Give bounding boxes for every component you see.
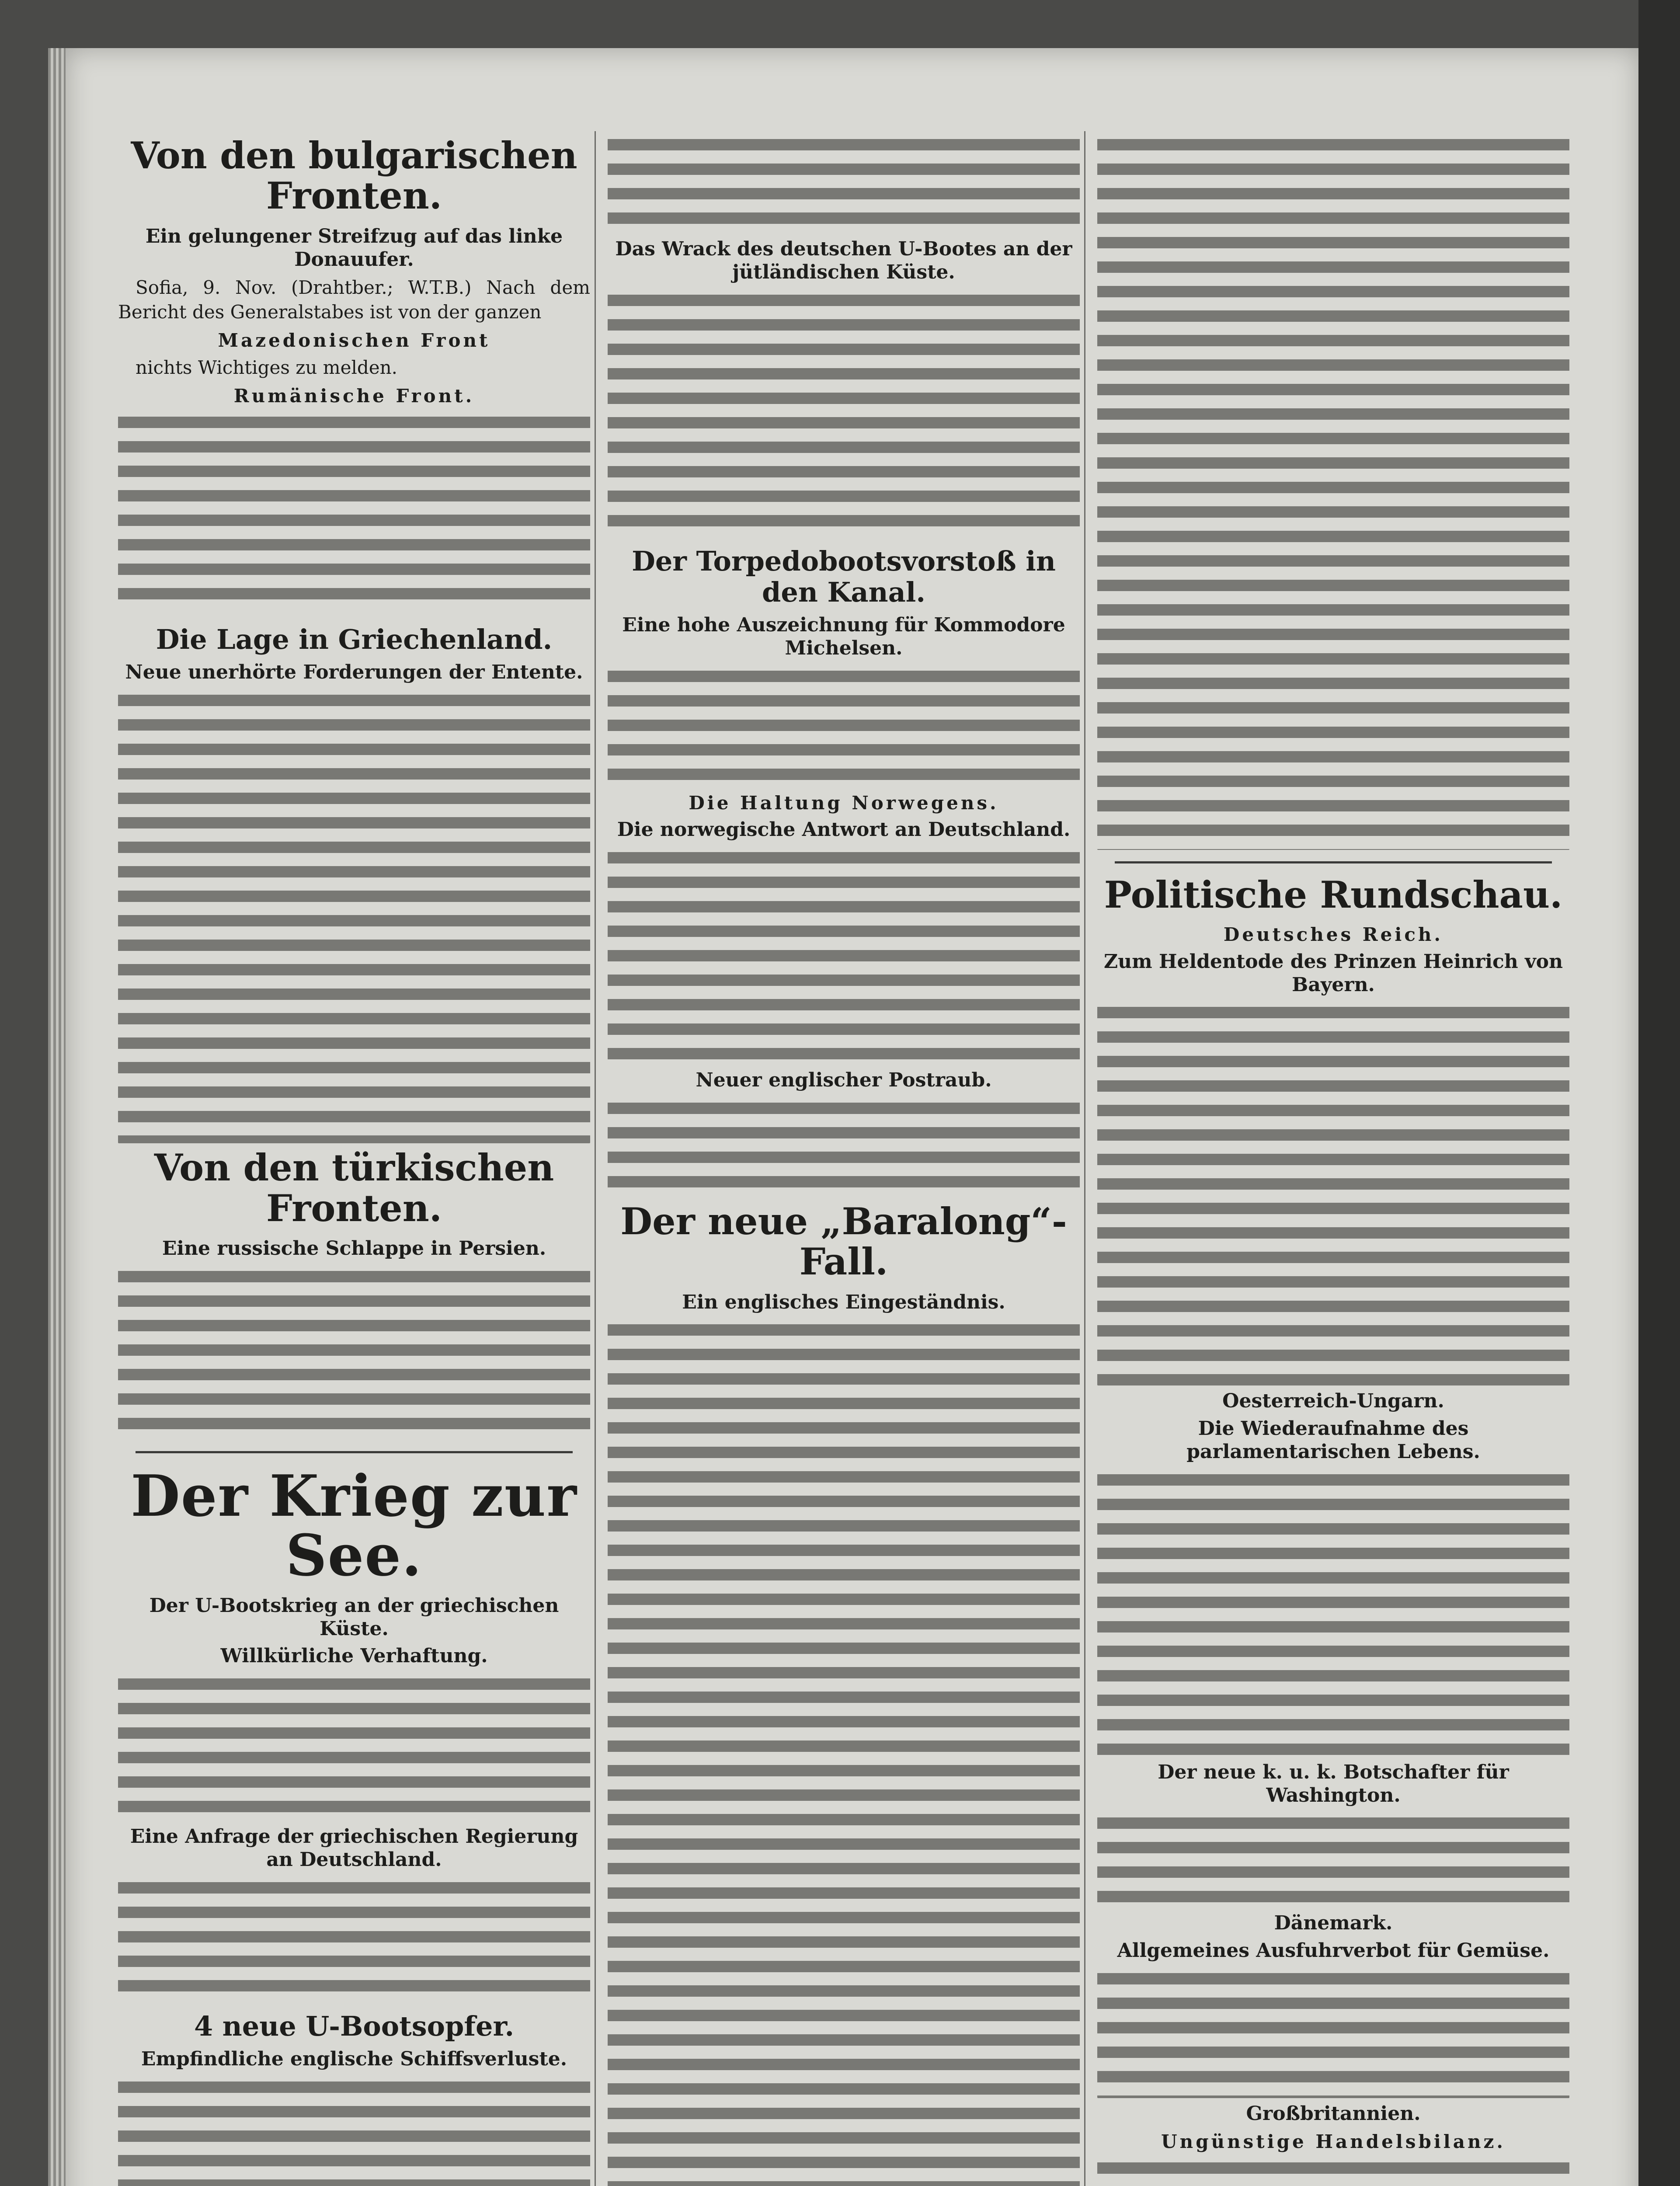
section-heading: Großbritannien. [1246,2102,1421,2125]
unreadable-text [608,289,1080,533]
section-heading: Rumänische Front. [233,385,475,407]
headline-torpedo-raid: Der Torpedobootsvorstoß in den Kanal. [632,545,1056,608]
subheadline: Ein gelungener Streifzug auf das linke Donauufer. [145,225,563,271]
unreadable-text [118,411,590,612]
subheadline: Zum Heldentode des Prinzen Heinrich von Bayern. [1103,950,1563,996]
headline-u-boat-victims: 4 neue U-Bootsopfer. [194,2010,515,2042]
column-2 [608,131,1080,2186]
subheadline: Die norwegische Antwort an Deutschland. [617,818,1071,841]
divider [1115,861,1552,863]
unreadable-text [118,689,590,1143]
book-binding [1638,0,1680,2186]
subheadline: Eine russische Schlappe in Persien. [162,1237,546,1260]
unreadable-text [608,846,1080,1065]
subheadline: Allgemeines Ausfuhrverbot für Gemüse. [1117,1939,1550,1962]
unreadable-text [608,1096,1080,1197]
headline-baralong-case: Der neue „Baralong“-Fall. [620,1199,1067,1284]
column-rule [595,131,596,2186]
headline-greece: Die Lage in Griechenland. [156,623,553,656]
unreadable-text [608,133,1080,233]
section-heading: Willkürliche Verhaftung. [220,1645,488,1667]
unreadable-text [1097,1967,1569,2098]
headline-bulgarian-fronts: Von den bulgarischen Fronten. [131,134,577,218]
column-1 [118,131,590,2186]
unreadable-text [1097,133,1569,850]
section-heading: Die Haltung Norwegens. [689,792,999,814]
paragraph: Sofia, 9. Nov. (Drahtber.; W.T.B.) Nach dem Bericht des Generalstabes ist von der ganzen [118,277,590,323]
subheadline: Eine hohe Auszeichnung für Kommodore Michelsen. [622,614,1065,659]
subheadline: Die Wiederaufnahme des parlamentarischen Lebens. [1186,1417,1480,1463]
unreadable-text [118,2075,590,2186]
unreadable-text [608,1318,1080,2186]
section-heading: Oesterreich-Ungarn. [1222,1390,1444,1413]
subheadline: Empfindliche englische Schiffsverluste. [141,2048,567,2071]
unreadable-text [118,1876,590,1998]
section-heading: Dänemark. [1274,1912,1393,1935]
headline-political-review: Politische Rundschau. [1104,873,1563,916]
subheadline: Der U-Bootskrieg an der griechischen Küste. [149,1594,559,1640]
section-heading: Neuer englischer Postraub. [696,1069,992,1091]
section-heading: Der neue k. u. k. Botschafter für Washington. [1158,1761,1509,1807]
unreadable-text [1097,2156,1569,2186]
unreadable-text [1097,1001,1569,1385]
unreadable-text [118,1672,590,1821]
headline-war-at-sea: Der Krieg zur See. [131,1462,577,1589]
unreadable-text [118,1265,590,1440]
unreadable-text [608,665,1080,787]
section-heading: Das Wrack des deutschen U-Bootes an der jütländischen Küste. [615,238,1072,283]
subheadline: Neue unerhörte Forderungen der Entente. [125,661,583,684]
divider [136,1451,573,1453]
headline-turkish-fronts: Von den türkischen Fronten. [154,1146,554,1230]
paragraph: nichts Wichtiges zu melden. [136,356,398,378]
subheadline: Ungünstige Handelsbilanz. [1161,2130,1506,2152]
section-heading: Mazedonischen Front [218,330,490,352]
section-heading: Deutsches Reich. [1223,924,1443,946]
column-3 [1097,131,1569,2186]
unreadable-text [1097,1468,1569,1757]
subheadline: Ein englisches Eingeständnis. [682,1291,1005,1313]
unreadable-text [1097,1811,1569,1908]
column-rule [1084,131,1085,2186]
section-heading: Eine Anfrage der griechischen Regierung an Deutschland. [130,1825,578,1871]
